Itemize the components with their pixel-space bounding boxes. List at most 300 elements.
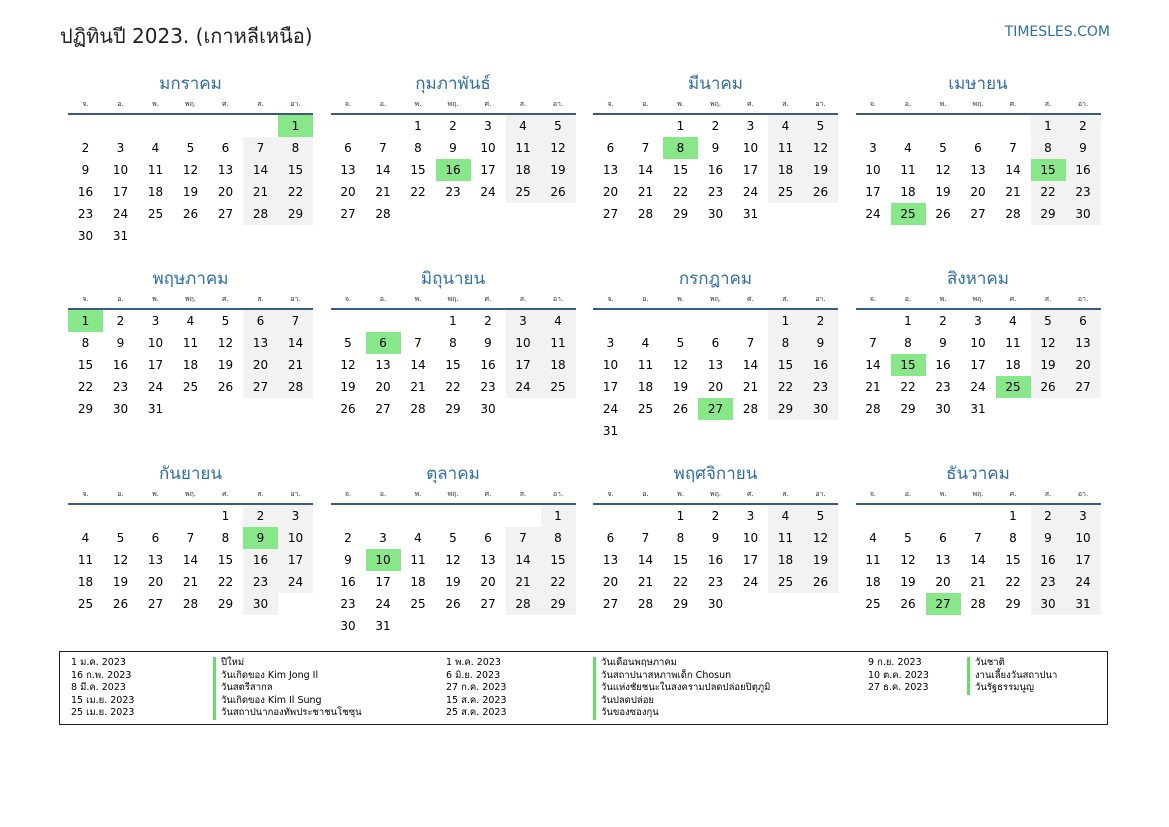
day-cell: 9	[81, 163, 90, 177]
weekday-header	[331, 486, 576, 505]
holiday-date: 25 ส.ค. 2023	[446, 707, 507, 718]
day-cell: 23	[112, 380, 129, 394]
weekday-label: พ.	[939, 295, 947, 303]
holiday-name: วันของซองกุน	[593, 707, 659, 720]
day-cell: 14	[637, 163, 654, 177]
day-cell: 26	[541, 181, 576, 203]
day-cell: 22	[1005, 575, 1021, 589]
day-cell: 11	[637, 358, 654, 372]
day-cell: 21	[1005, 185, 1021, 199]
day-cell: 21	[637, 185, 654, 199]
weekday-header	[593, 291, 838, 310]
day-cell: 11	[768, 137, 803, 159]
day-cell: 6	[606, 531, 615, 545]
day-cell: 6	[939, 531, 947, 545]
day-cell: 27	[243, 376, 278, 398]
day-cell: 13	[602, 553, 619, 567]
holiday-date: 15 ส.ค. 2023	[446, 694, 507, 706]
day-cell: 21	[243, 181, 278, 203]
empty-cell	[891, 115, 926, 137]
day-cell: 9	[803, 332, 838, 354]
month-name: พฤศจิกายน	[673, 464, 758, 484]
brand-link[interactable]: TIMESLES.COM	[1004, 24, 1110, 40]
day-cell: 4	[768, 115, 803, 137]
day-cell: 29	[768, 398, 803, 420]
weekday-label: ศ.	[1009, 100, 1017, 108]
day-cell: 15	[410, 163, 426, 177]
holiday-row	[60, 695, 1100, 708]
holiday-name: วันสถาปนาสหภาพเด็ก Chosun	[593, 670, 731, 683]
month-calendar	[68, 267, 313, 451]
day-cell: 17	[147, 358, 164, 372]
day-cell: 24	[742, 185, 759, 199]
empty-cell	[68, 505, 103, 527]
day-cell: 7	[746, 336, 755, 350]
day-cell: 28	[637, 207, 654, 221]
empty-cell	[961, 505, 996, 527]
day-cell: 19	[1031, 354, 1066, 376]
weekday-label: พฤ.	[184, 100, 197, 108]
day-cell: 28	[506, 593, 541, 615]
month-name: มกราคม	[159, 74, 222, 94]
holiday-day: 27	[926, 593, 961, 615]
day-cell: 21	[410, 380, 426, 394]
day-cell: 20	[480, 575, 496, 589]
day-cell: 4	[151, 141, 160, 155]
empty-cell	[331, 310, 366, 332]
day-cell: 20	[375, 380, 391, 394]
weekday-label: อา.	[290, 490, 301, 498]
day-cell: 14	[742, 358, 759, 372]
day-cell: 6	[221, 141, 230, 155]
day-cell: 30	[1066, 203, 1101, 225]
day-cell: 10	[147, 336, 164, 350]
day-cell: 19	[803, 549, 838, 571]
holiday-date: 15 เม.ย. 2023	[71, 694, 135, 706]
holiday-date: 6 มิ.ย. 2023	[446, 669, 501, 681]
day-cell: 13	[602, 163, 619, 177]
day-cell: 15	[768, 354, 803, 376]
day-cell: 10	[865, 163, 881, 177]
holiday-day: 8	[663, 137, 698, 159]
day-cell: 11	[182, 336, 199, 350]
weekday-label: อา.	[815, 295, 826, 303]
day-cell: 10	[1066, 527, 1101, 549]
day-cell: 14	[865, 358, 881, 372]
month-name: กรกฎาคม	[678, 269, 753, 289]
empty-cell	[856, 505, 891, 527]
day-cell: 1	[676, 119, 685, 133]
day-cell: 26	[672, 402, 689, 416]
weekday-label: อา.	[552, 295, 564, 303]
day-cell: 1	[1009, 509, 1017, 523]
day-cell: 2	[81, 141, 90, 155]
day-cell: 13	[480, 553, 496, 567]
weekday-label: อา.	[815, 490, 826, 498]
weekday-label: พฤ.	[709, 490, 722, 498]
day-cell: 30	[707, 597, 724, 611]
empty-cell	[436, 505, 471, 527]
weekday-label: อา.	[290, 100, 301, 108]
holiday-row	[60, 707, 1100, 720]
day-cell: 9	[711, 531, 720, 545]
month-calendar	[331, 267, 576, 451]
day-cell: 17	[742, 553, 759, 567]
day-cell: 24	[742, 575, 759, 589]
weekday-label: ศ.	[747, 100, 754, 108]
day-cell: 1	[221, 509, 230, 523]
holiday-name: วันสตรีสากล	[213, 682, 273, 695]
holiday-list	[59, 651, 1108, 725]
day-cell: 9	[939, 336, 947, 350]
empty-cell	[401, 505, 436, 527]
day-cell: 13	[243, 332, 278, 354]
empty-cell	[698, 310, 733, 332]
empty-cell	[891, 505, 926, 527]
weekday-label: อ.	[379, 490, 387, 498]
empty-cell	[663, 310, 698, 332]
day-cell: 23	[935, 380, 951, 394]
day-cell: 14	[182, 553, 199, 567]
day-cell: 29	[672, 597, 689, 611]
day-cell: 8	[414, 141, 422, 155]
day-cell: 20	[340, 185, 356, 199]
day-cell: 16	[112, 358, 129, 372]
day-cell: 7	[1009, 141, 1017, 155]
day-cell: 16	[77, 185, 94, 199]
empty-cell	[243, 115, 278, 137]
day-cell: 6	[974, 141, 982, 155]
day-cell: 28	[375, 207, 391, 221]
day-cell: 12	[182, 163, 199, 177]
day-cell: 23	[707, 185, 724, 199]
day-cell: 4	[641, 336, 650, 350]
day-cell: 16	[707, 163, 724, 177]
day-cell: 10	[112, 163, 129, 177]
day-cell: 21	[375, 185, 391, 199]
day-cell: 3	[278, 505, 313, 527]
day-cell: 12	[672, 358, 689, 372]
day-cell: 8	[1031, 137, 1066, 159]
day-cell: 12	[112, 553, 129, 567]
day-cell: 20	[1066, 354, 1101, 376]
day-cell: 4	[506, 115, 541, 137]
day-cell: 16	[803, 354, 838, 376]
holiday-date: 27 ก.ค. 2023	[446, 682, 507, 693]
day-grid	[856, 505, 1101, 615]
empty-cell	[628, 505, 663, 527]
day-cell: 9	[1066, 137, 1101, 159]
day-cell: 11	[768, 527, 803, 549]
empty-cell	[506, 505, 541, 527]
weekday-header	[331, 96, 576, 115]
day-cell: 6	[484, 531, 492, 545]
day-grid	[593, 310, 838, 442]
day-cell: 29	[1005, 597, 1021, 611]
day-cell: 30	[1031, 593, 1066, 615]
day-cell: 12	[803, 137, 838, 159]
day-cell: 2	[1031, 505, 1066, 527]
day-cell: 4	[869, 531, 877, 545]
day-cell: 5	[449, 531, 457, 545]
day-cell: 16	[1066, 159, 1101, 181]
day-cell: 27	[1066, 376, 1101, 398]
day-cell: 29	[541, 593, 576, 615]
day-cell: 23	[445, 185, 461, 199]
day-cell: 3	[506, 310, 541, 332]
holiday-name: วันชาติ	[967, 657, 1005, 670]
holiday-date: 1 พ.ค. 2023	[446, 657, 501, 668]
weekday-header	[68, 486, 313, 505]
weekday-label: พฤ.	[447, 295, 459, 303]
day-cell: 19	[217, 358, 234, 372]
weekday-label: พฤ.	[447, 100, 459, 108]
weekday-label: จ.	[82, 295, 89, 303]
day-cell: 3	[746, 509, 755, 523]
day-cell: 30	[707, 207, 724, 221]
weekday-header	[593, 486, 838, 505]
day-cell: 10	[742, 531, 759, 545]
weekday-label: พ.	[677, 490, 684, 498]
empty-cell	[68, 115, 103, 137]
day-cell: 26	[217, 380, 234, 394]
day-cell: 2	[711, 509, 720, 523]
day-cell: 28	[182, 597, 199, 611]
day-cell: 18	[768, 549, 803, 571]
day-cell: 27	[602, 207, 619, 221]
day-cell: 18	[410, 575, 426, 589]
day-cell: 2	[1066, 115, 1101, 137]
day-cell: 31	[1066, 593, 1101, 615]
day-cell: 6	[243, 310, 278, 332]
day-cell: 25	[541, 376, 576, 398]
weekday-label: จ.	[607, 490, 614, 498]
day-cell: 16	[480, 358, 496, 372]
day-cell: 21	[865, 380, 881, 394]
day-cell: 6	[1066, 310, 1101, 332]
day-cell: 15	[77, 358, 94, 372]
day-cell: 5	[1031, 310, 1066, 332]
month-name: กันยายน	[158, 464, 222, 484]
month-calendar	[593, 72, 838, 256]
day-cell: 30	[243, 593, 278, 615]
weekday-label: อ.	[117, 295, 124, 303]
holiday-day: 1	[68, 310, 103, 332]
day-cell: 2	[484, 314, 492, 328]
day-cell: 15	[541, 549, 576, 571]
empty-cell	[593, 115, 628, 137]
day-cell: 24	[970, 380, 986, 394]
day-cell: 1	[676, 509, 685, 523]
weekday-label: อ.	[642, 490, 649, 498]
day-cell: 23	[480, 380, 496, 394]
day-cell: 17	[480, 163, 496, 177]
day-cell: 26	[445, 597, 461, 611]
day-cell: 23	[77, 207, 94, 221]
day-cell: 24	[602, 402, 619, 416]
day-cell: 5	[186, 141, 195, 155]
month-calendar	[856, 462, 1101, 646]
day-cell: 19	[445, 575, 461, 589]
day-cell: 20	[935, 575, 951, 589]
weekday-label: พฤ.	[972, 100, 984, 108]
holiday-day: 10	[366, 549, 401, 571]
holiday-name: วันปลดปล่อย	[593, 695, 654, 708]
weekday-label: พ.	[677, 100, 684, 108]
weekday-label: อ.	[904, 295, 912, 303]
day-cell: 1	[768, 310, 803, 332]
weekday-label: ศ.	[1009, 490, 1017, 498]
weekday-label: ศ.	[222, 490, 229, 498]
day-cell: 18	[1005, 358, 1021, 372]
day-cell: 25	[77, 597, 94, 611]
day-cell: 21	[506, 571, 541, 593]
weekday-label: ศ.	[484, 490, 492, 498]
day-cell: 5	[541, 115, 576, 137]
day-cell: 31	[970, 402, 986, 416]
weekday-label: อา.	[1077, 100, 1089, 108]
day-cell: 11	[865, 553, 881, 567]
day-cell: 28	[970, 597, 986, 611]
day-cell: 27	[147, 597, 164, 611]
day-cell: 3	[484, 119, 492, 133]
day-cell: 19	[803, 159, 838, 181]
empty-cell	[138, 505, 173, 527]
day-cell: 14	[1005, 163, 1021, 177]
month-calendar	[331, 72, 576, 256]
weekday-label: พ.	[939, 490, 947, 498]
day-cell: 29	[217, 597, 234, 611]
day-cell: 14	[410, 358, 426, 372]
day-cell: 7	[506, 527, 541, 549]
day-cell: 24	[278, 571, 313, 593]
day-cell: 27	[480, 597, 496, 611]
day-cell: 13	[970, 163, 986, 177]
day-cell: 29	[278, 203, 313, 225]
empty-cell	[103, 505, 138, 527]
holiday-day: 15	[891, 354, 926, 376]
empty-cell	[173, 505, 208, 527]
weekday-label: จ.	[344, 490, 352, 498]
day-cell: 4	[81, 531, 90, 545]
weekday-label: อ.	[117, 490, 124, 498]
weekday-header	[68, 96, 313, 115]
day-cell: 4	[541, 310, 576, 332]
day-cell: 8	[904, 336, 912, 350]
day-cell: 14	[506, 549, 541, 571]
day-cell: 25	[147, 207, 164, 221]
day-cell: 22	[541, 571, 576, 593]
day-cell: 29	[77, 402, 94, 416]
day-cell: 27	[375, 402, 391, 416]
day-cell: 11	[506, 137, 541, 159]
day-cell: 17	[970, 358, 986, 372]
day-cell: 2	[803, 310, 838, 332]
day-cell: 24	[112, 207, 129, 221]
weekday-label: จ.	[344, 100, 352, 108]
day-cell: 2	[243, 505, 278, 527]
weekday-header	[856, 96, 1101, 115]
day-cell: 13	[147, 553, 164, 567]
day-cell: 26	[900, 597, 916, 611]
day-cell: 8	[1009, 531, 1017, 545]
day-cell: 22	[900, 380, 916, 394]
day-cell: 9	[344, 553, 352, 567]
day-cell: 15	[672, 553, 689, 567]
month-calendar	[856, 267, 1101, 451]
weekday-label: ส.	[1044, 295, 1052, 303]
day-cell: 28	[243, 203, 278, 225]
weekday-label: จ.	[344, 295, 352, 303]
day-cell: 23	[243, 571, 278, 593]
day-cell: 8	[676, 531, 685, 545]
day-cell: 25	[637, 402, 654, 416]
day-cell: 21	[637, 575, 654, 589]
day-cell: 20	[602, 185, 619, 199]
day-cell: 16	[1031, 549, 1066, 571]
weekday-label: พฤ.	[709, 100, 722, 108]
day-cell: 24	[506, 376, 541, 398]
day-cell: 19	[182, 185, 199, 199]
day-cell: 20	[707, 380, 724, 394]
weekday-label: ส.	[257, 295, 264, 303]
weekday-label: ศ.	[222, 100, 229, 108]
month-calendar	[68, 72, 313, 256]
day-cell: 13	[1066, 332, 1101, 354]
day-cell: 11	[541, 332, 576, 354]
empty-cell	[593, 505, 628, 527]
weekday-label: ส.	[257, 490, 264, 498]
weekday-label: พฤ.	[184, 490, 197, 498]
day-cell: 8	[81, 336, 90, 350]
weekday-label: อ.	[642, 295, 649, 303]
day-cell: 24	[480, 185, 496, 199]
day-cell: 2	[344, 531, 352, 545]
day-cell: 14	[243, 159, 278, 181]
day-cell: 26	[803, 181, 838, 203]
day-cell: 22	[1031, 181, 1066, 203]
day-cell: 29	[1031, 203, 1066, 225]
weekday-header	[331, 291, 576, 310]
weekday-label: จ.	[869, 295, 877, 303]
day-cell: 12	[935, 163, 951, 177]
weekday-label: พฤ.	[972, 490, 984, 498]
day-cell: 5	[676, 336, 685, 350]
day-cell: 3	[116, 141, 125, 155]
empty-cell	[856, 310, 891, 332]
day-cell: 19	[340, 380, 356, 394]
empty-cell	[471, 505, 506, 527]
day-cell: 13	[707, 358, 724, 372]
day-cell: 14	[970, 553, 986, 567]
day-grid	[331, 310, 576, 420]
day-grid	[856, 310, 1101, 420]
day-cell: 17	[375, 575, 391, 589]
day-cell: 1	[449, 314, 457, 328]
holiday-row	[60, 657, 1100, 670]
day-cell: 30	[77, 229, 94, 243]
day-cell: 4	[768, 505, 803, 527]
day-cell: 10	[742, 141, 759, 155]
weekday-label: อ.	[642, 100, 649, 108]
day-cell: 18	[768, 159, 803, 181]
weekday-header	[68, 291, 313, 310]
day-cell: 22	[445, 380, 461, 394]
day-cell: 5	[116, 531, 125, 545]
day-cell: 13	[217, 163, 234, 177]
day-cell: 25	[410, 597, 426, 611]
weekday-label: ศ.	[222, 295, 229, 303]
